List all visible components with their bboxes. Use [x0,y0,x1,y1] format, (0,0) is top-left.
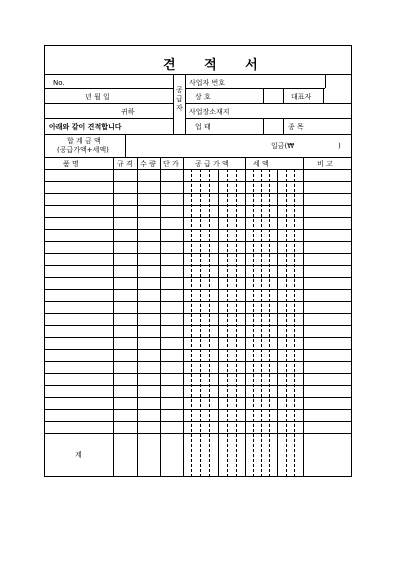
recipient-suffix: 귀하 [121,108,135,116]
address-label: 사업장소재지 [189,108,230,116]
table-row [45,265,351,266]
rule [200,169,201,477]
table-row [45,277,351,278]
supplier-label: 공급자 [176,86,183,112]
document-title: 견 적 서 [163,58,270,73]
rule [45,169,351,170]
table-row [45,205,351,206]
rule [185,88,325,89]
table-row [45,385,351,386]
no-label: No. [53,79,65,87]
header-note: 비 고 [317,160,333,168]
table-row [45,361,351,362]
table-row [45,301,351,302]
table-row [45,337,351,338]
rule [125,134,126,157]
header-spec: 규 격 [117,160,133,168]
rule [45,157,351,158]
rule [227,169,228,477]
header-qty: 수 량 [140,160,156,168]
currency-prefix: 일금(₩ [271,142,295,150]
rule [323,88,324,103]
total-label: 합 계 금 액 [67,137,101,145]
rule [325,74,326,88]
rule [286,169,287,477]
business-item-label: 종 목 [288,123,304,131]
sum-label: 계 [75,451,82,459]
quote-sheet [44,45,352,477]
rule [261,169,262,477]
rule [253,169,254,477]
table-row [45,349,351,350]
table-row [45,181,351,182]
rule [294,169,295,477]
header-tax: 세 액 [253,160,269,168]
rule [45,103,173,104]
table-row [45,433,351,434]
business-number-label: 사업자 번호 [189,79,226,87]
rule [283,118,284,134]
rule [263,88,264,103]
business-type-label: 업 태 [195,123,211,131]
rule [185,103,351,104]
header-supply-amount: 공 급 가 액 [195,160,229,168]
rule [45,118,173,119]
header-unit-price: 단 가 [163,160,179,168]
table-row [45,229,351,230]
rule [185,118,351,119]
table-row [45,325,351,326]
table-row [45,421,351,422]
table-row [45,397,351,398]
company-name-label: 상 호 [195,93,211,101]
greeting-text: 아래와 같이 견적합니다 [49,123,122,131]
rule [45,88,173,89]
rule [283,88,284,103]
currency-suffix: ) [338,142,341,150]
table-row [45,313,351,314]
rule [236,169,237,477]
table-row [45,241,351,242]
rule [185,74,186,134]
rule [218,169,219,477]
rule [209,169,210,477]
rule [269,169,270,477]
rule [45,134,351,135]
table-row [45,253,351,254]
table-row [45,193,351,194]
table-row [45,217,351,218]
rule [45,74,351,75]
rule [277,169,278,477]
table-row [45,289,351,290]
header-item: 품 명 [63,160,79,168]
rule [173,74,174,134]
table-row [45,373,351,374]
rule [191,169,192,477]
rule [263,118,264,134]
total-sublabel: (공급가액+세액) [57,146,109,154]
table-row [45,409,351,410]
date-label: 년 월 일 [85,93,110,101]
representative-label: 대표자 [291,93,312,101]
